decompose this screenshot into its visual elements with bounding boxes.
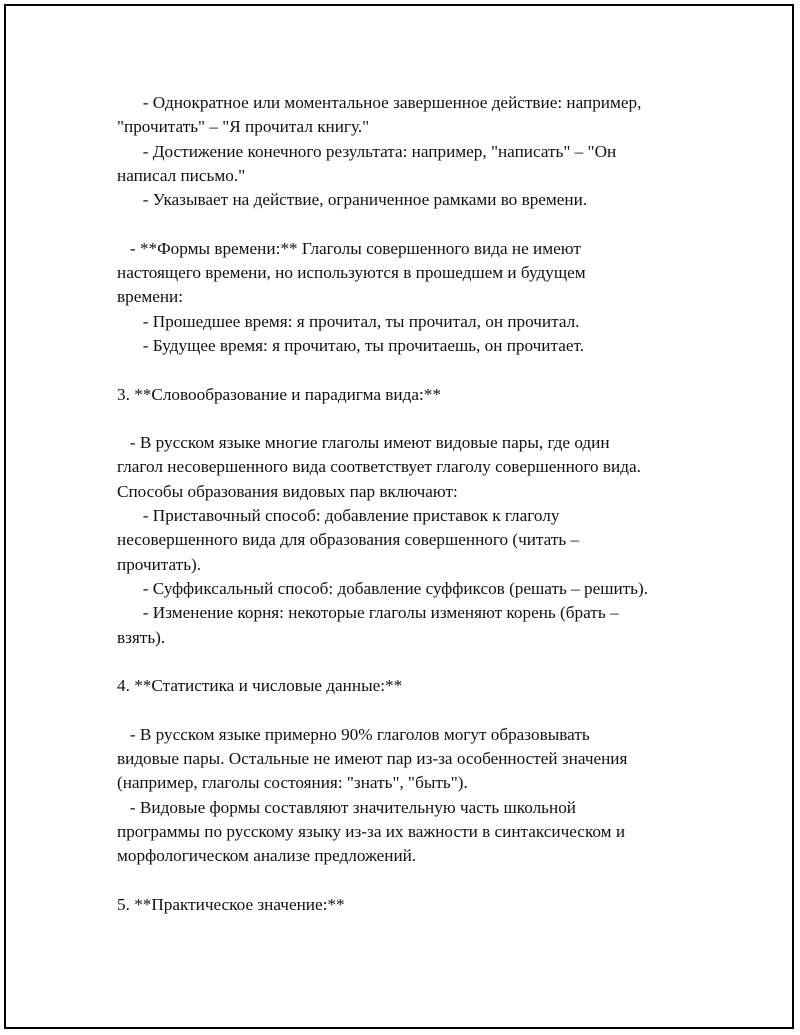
text-line: - В русском языке примерно 90% глаголов могут образовывать (117, 724, 590, 744)
blank-line (117, 698, 707, 722)
text-line: - Однократное или моментальное завершенное действие: например, (117, 93, 642, 112)
text-line: - Достижение конечного результата: например, "написать" – "Он (117, 141, 617, 161)
text-line: (например, глаголы состояния: "знать", "быть"). (117, 773, 468, 793)
text-line: - Будущее время: я прочитаю, ты прочитаешь, он прочитает. (117, 335, 584, 355)
text-line: - Видовые формы составляют значительную часть школьной (117, 797, 576, 817)
text-line: программы по русскому языку из-за их важности в синтаксическом и (117, 821, 626, 841)
text-line: морфологическом анализе предложений. (117, 846, 417, 866)
text-line: "прочитать" – "Я прочитал книгу." (117, 117, 370, 137)
section-heading: 4. **Статистика и числовые данные:** (117, 676, 403, 696)
section-heading: 5. **Практическое значение:** (117, 894, 345, 914)
text-line: взять). (117, 627, 166, 647)
text-line: несовершенного вида для образования совершенного (читать – (117, 530, 580, 550)
text-line: написал письмо." (117, 165, 246, 185)
blank-line (117, 869, 707, 893)
text-line: настоящего времени, но используются в прошедшем и будущем (117, 263, 586, 283)
text-line: - **Формы времени:** Глаголы совершенного вида не имеют (117, 238, 581, 258)
text-line: - Приставочный способ: добавление приставок к глаголу (117, 506, 560, 526)
blank-line (117, 650, 707, 674)
text-line: глагол несовершенного вида соответствует глаголу совершенного вида. (117, 457, 641, 477)
text-line: - Прошедшее время: я прочитал, ты прочитал, он прочитал. (117, 311, 580, 331)
section-heading: 3. **Словообразование и парадигма вида:** (117, 384, 441, 404)
document-body (117, 91, 707, 917)
text-line: - Суффиксальный способ: добавление суффиксов (решать – решить). (117, 578, 649, 598)
blank-line (117, 358, 707, 382)
text-line: - В русском языке многие глаголы имеют видовые пары, где один (117, 433, 610, 453)
text-line: прочитать). (117, 554, 202, 574)
blank-line (117, 407, 707, 431)
text-line: времени: (117, 287, 184, 307)
blank-line (117, 212, 707, 236)
text-line: Способы образования видовых пар включают: (117, 481, 458, 501)
text-line: - Изменение корня: некоторые глаголы изменяют корень (брать – (117, 603, 619, 623)
text-line: видовые пары. Остальные не имеют пар из-за особенностей значения (117, 749, 628, 769)
text-line: - Указывает на действие, ограниченное рамками во времени. (117, 190, 588, 210)
